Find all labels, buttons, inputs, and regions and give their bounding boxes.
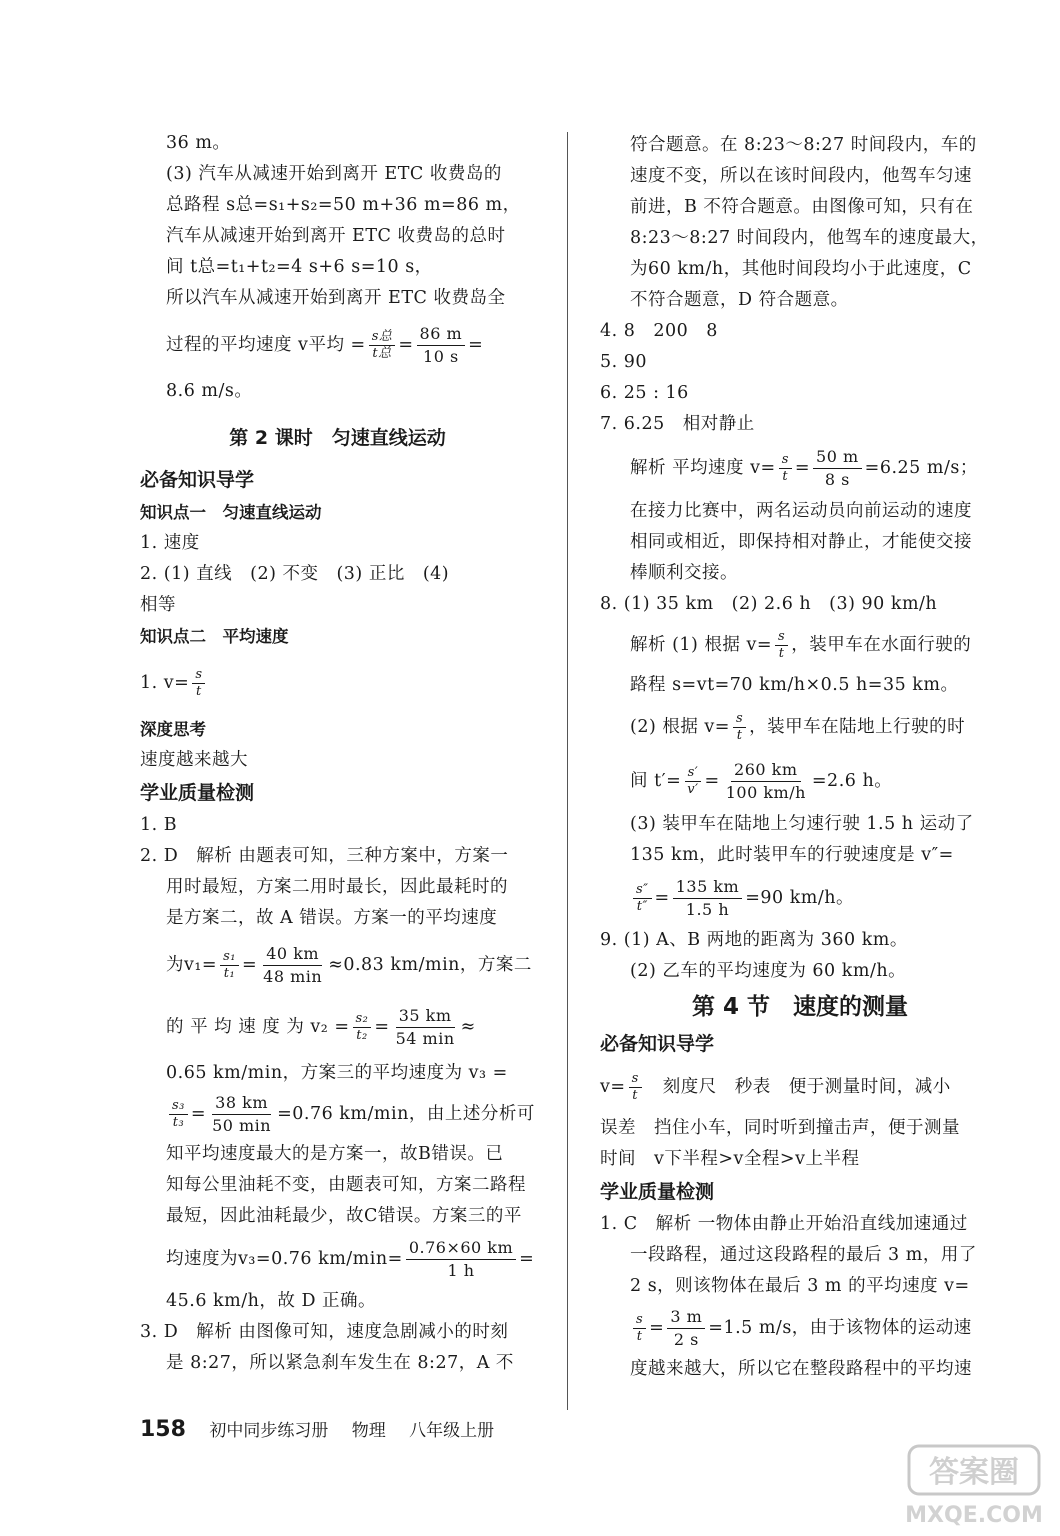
formula-line: $\frac{s}{t}$ = $\frac{3 m}{2 s}$ =1.5 m/s，由于该物体的运动速 [600, 1302, 1000, 1354]
formula-line: v= $\frac{s}{t}$ 刻度尺 秒表 便于测量时间，减小 [600, 1070, 951, 1103]
section-heading: 学业质量检测 [140, 782, 255, 804]
text-line: 棒顺利交接。 [630, 563, 738, 583]
text-line: 是方案二，故 A 错误。方案一的平均速度 [166, 908, 498, 928]
fraction: $\frac{3 m}{2 s}$ [667, 1306, 705, 1351]
fraction: $\frac{s''}{t''}$ [633, 882, 652, 915]
list-item: 1. 速度 [140, 533, 200, 553]
right-column [600, 130, 1000, 1385]
formula-line: 的 平 均 速 度 为 v₂ = $\frac{\text{s₂}}{\text{t₂}}$ = $\frac{35 km}{54 \min}$ ≈ [166, 1005, 476, 1048]
text-line: 相同或相近，即保持相对静止，才能使交接 [630, 532, 972, 552]
fraction: $\frac{\text{s₂}}{\text{t₂}}$ [353, 1011, 372, 1044]
section-heading: 必备知识导学 [140, 469, 255, 491]
section-heading: 学业质量检测 [600, 1181, 715, 1203]
text-line: 前进，B 不符合题意。由图像可知，只有在 [630, 197, 974, 217]
book-title: 初中同步练习册 [209, 1421, 329, 1441]
fraction: $\frac{0.76\times 60 km}{1 h}$ [406, 1237, 516, 1282]
text-line: 间 t总=t₁+t₂=4 s+6 s=10 s， [166, 257, 433, 277]
text-line: 0.65 km/min，方案三的平均速度为 v₃ = [166, 1063, 508, 1083]
text-line: 为60 km/h，其他时间段均小于此速度，C [630, 259, 972, 279]
answer-line: 6. 25 : 16 [600, 383, 689, 403]
formula-line: 间 t′= $\frac{s'}{v'}$ = $\frac{260 km}{100 km/h}$ =2.6 h。 [630, 759, 893, 802]
section-title: 第 4 节 速度的测量 [691, 994, 909, 1020]
column-divider [567, 132, 568, 1410]
svg-text:MXQE.COM: MXQE.COM [905, 1503, 1043, 1528]
fraction: $\frac{s}{t}$ [733, 711, 746, 744]
lesson-title: 第 2 课时 匀速直线运动 [229, 427, 446, 449]
formula-line: 1. v= $\frac{s}{t}$ [140, 652, 535, 714]
fraction: $\frac{s}{t}$ [629, 1071, 642, 1104]
svg-text:答案圈: 答案圈 [929, 1455, 1019, 1490]
text-line: 一段路程，通过这段路程的最后 3 m，用了 [630, 1245, 977, 1265]
formula-line: (2) 根据 v= $\frac{s}{t}$ ，装甲车在陆地上行驶的时 [630, 710, 966, 743]
fraction: $\frac{\text{s₃}}{\text{t₃}}$ [169, 1098, 188, 1131]
left-column [140, 128, 535, 1379]
text-line: 最短，因此油耗最少，故C错误。方案三的平 [166, 1206, 522, 1226]
list-item: 2. (1) 直线 (2) 不变 (3) 正比 (4) [140, 564, 450, 584]
text-line: 度越来越大，所以它在整段路程中的平均速 [630, 1359, 972, 1379]
text-line: (3) 装甲车在陆地上匀速行驶 1.5 h 运动了 [630, 814, 974, 834]
list-item: 相等 [140, 595, 176, 615]
fraction: $\frac{135 km}{1.5 h}$ [673, 876, 743, 921]
subject: 物理 [351, 1421, 386, 1441]
answer-line: 3. D 解析 由图像可知，速度急剧减小的时刻 [140, 1322, 509, 1342]
text-line: 路程 s=vt=70 km/h×0.5 h=35 km。 [630, 675, 959, 695]
answer-line: 5. 90 [600, 352, 648, 372]
formula-line: 解析 平均速度 v= $\frac{s}{t}$ = $\frac{50 m}{8 s}$ =6.25 m/s； [630, 446, 978, 489]
text-line: (2) 乙车的平均速度为 60 km/h。 [630, 961, 907, 981]
answer-line: 1. B [140, 815, 178, 835]
formula-line: 为v₁= $\frac{\text{s₁}}{\text{t₁}}$ = $\frac{40 km}{48 \min}$ ≈0.83 km/min，方案二 [166, 943, 532, 986]
text-line: 8.6 m/s。 [166, 381, 253, 401]
formula-line: $\frac{s''}{t''}$ = $\frac{135 km}{1.5 h}$ =90 km/h。 [600, 871, 1000, 925]
answer-line: 1. C 解析 一物体由静止开始沿直线加速通过 [600, 1214, 968, 1234]
deep-thinking-heading: 深度思考 [140, 720, 206, 739]
section-heading: 必备知识导学 [600, 1033, 715, 1055]
answer-line: 9. (1) A、B 两地的距离为 360 km。 [600, 930, 908, 950]
answer-line: 7. 6.25 相对静止 [600, 414, 755, 434]
text-line: 2 s，则该物体在最后 3 m 的平均速度 v= [630, 1276, 970, 1296]
fraction: $\frac{s'}{v'}$ [684, 765, 701, 798]
formula-line: 解析 (1) 根据 v= $\frac{s}{t}$ ，装甲车在水面行驶的 [630, 628, 972, 661]
text-line: 不符合题意，D 符合题意。 [630, 290, 849, 310]
text-line: 误差 挡住小车，同时听到撞击声，便于测量 [600, 1118, 960, 1138]
answer-line: 8. (1) 35 km (2) 2.6 h (3) 90 km/h [600, 594, 938, 614]
text-line: 符合题意。在 8:23～8:27 时间段内，车的 [630, 135, 977, 155]
fraction: $\frac{35 km}{54 \min}$ [395, 1005, 455, 1048]
text-line: 45.6 km/h，故 D 正确。 [166, 1291, 377, 1311]
fraction: $\frac{86 m}{10 s}$ [417, 323, 466, 368]
text-line: 速度越来越大 [140, 750, 248, 770]
grade: 八年级上册 [409, 1421, 495, 1441]
answer-line: 4. 8 200 8 [600, 321, 718, 341]
fraction: $\frac{s}{t}$ [779, 452, 792, 485]
page-number: 158 [140, 1417, 186, 1442]
knowledge-heading: 知识点一 匀速直线运动 [140, 503, 322, 522]
formula-line: 过程的平均速度 v平均 = $\frac{\text{s总}}{\text{t总}}$ = $\frac{86 m}{10 s}$ = [166, 323, 484, 366]
formula-line: $\frac{\text{s₃}}{\text{t₃}}$ = $\frac{38 km}{50 \min}$ =0.76 km/min，由上述分析可 [140, 1089, 535, 1139]
text-line: (3) 汽车从减速开始到离开 ETC 收费岛的 [166, 164, 502, 184]
answer-line: 2. D 解析 由题表可知，三种方案中，方案一 [140, 846, 509, 866]
text-line: 汽车从减速开始到离开 ETC 收费岛的总时 [166, 226, 506, 246]
text-line: 8:23～8:27 时间段内，他驾车的速度最大， [630, 228, 989, 248]
text-line: 在接力比赛中，两名运动员向前运动的速度 [630, 501, 972, 521]
fraction: $\frac{40 km}{48 \min}$ [263, 943, 323, 986]
text-line: 所以汽车从减速开始到离开 ETC 收费岛全 [166, 288, 506, 308]
fraction: $\frac{50 m}{8 s}$ [813, 446, 862, 491]
text-line: 用时最短，方案二用时最长，因此最耗时的 [166, 877, 508, 897]
page-footer [140, 1416, 512, 1442]
knowledge-heading: 知识点二 平均速度 [140, 627, 289, 646]
text-line: 是 8:27，所以紧急刹车发生在 8:27，A 不 [166, 1353, 514, 1373]
text-line: 36 m。 [166, 133, 231, 153]
fraction: $\frac{\text{s₁}}{\text{t₁}}$ [220, 949, 239, 982]
watermark-logo-icon [905, 1440, 1045, 1530]
text-line: 时间 v下半程>v全程>v上半程 [600, 1149, 860, 1169]
fraction: $\frac{s}{t}$ [192, 667, 205, 700]
text-line: 总路程 s总=s₁+s₂=50 m+36 m=86 m， [166, 195, 521, 215]
fraction: $\frac{\text{s总}}{\text{t总}}$ [369, 329, 396, 362]
text-line: 知每公里油耗不变，由题表可知，方案二路程 [166, 1175, 526, 1195]
text-line: 135 km，此时装甲车的行驶速度是 v″= [630, 845, 954, 865]
text-line: 知平均速度最大的是方案一，故B错误。已 [166, 1144, 504, 1164]
fraction: $\frac{260 km}{100 km/h}$ [725, 759, 806, 802]
fraction: $\frac{38 km}{50 \min}$ [212, 1092, 272, 1135]
text-line: 速度不变，所以在该时间段内，他驾车匀速 [630, 166, 972, 186]
fraction: $\frac{s}{t}$ [775, 629, 788, 662]
fraction: $\frac{s}{t}$ [633, 1312, 646, 1345]
formula-line: 均速度为v₃=0.76 km/min= $\frac{0.76\times 60 km}{1 h}$ = [166, 1237, 535, 1280]
